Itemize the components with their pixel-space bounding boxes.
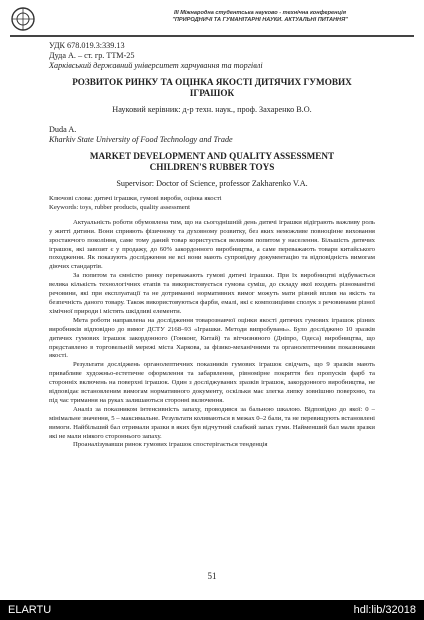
supervisor-ua: Науковий керівник: д-р техн. наук., проф. Захаренко В.О. (112, 105, 312, 114)
handle-identifier: hdl:lib/32018 (353, 604, 416, 616)
paragraph: Аналіз за показником інтенсивність запаху, проводився за бальною шкалою. Відповідно до якої: 0 – мінімальне значення, 5 – максимальне. Результати коливаються в межах 0–2 бали, та не перевищують встановлені вимоги. Найбільший бал отримали зразки в яких був відчутний слабкий запах гуми. Найменший бал мали зразки які не мали ніякого стороннього запаху. (49, 405, 375, 440)
conference-title-line2: "ПРИРОДНИЧІ ТА ГУМАНІТАРНІ НАУКИ. АКТУАЛЬНІ ПИТАННЯ" (172, 17, 348, 23)
title-en (49, 151, 375, 173)
title-ua (49, 77, 375, 99)
conference-title (110, 10, 410, 24)
conference-logo-icon (10, 6, 36, 32)
keywords-en: Keywords: toys, rubber products, quality assessment (49, 203, 190, 211)
title-ua-line1: РОЗВИТОК РИНКУ ТА ОЦІНКА ЯКОСТІ ДИТЯЧИХ ГУМОВИХ (72, 77, 352, 87)
affiliation-ua: Харківський державний університет харчування та торгівлі (49, 61, 263, 70)
conference-title-line1: ІІІ Міжнародна студентська науково - технічна конференція (173, 10, 347, 16)
supervisor-en: Supervisor: Doctor of Science, professor Zakharenko V.A. (116, 179, 308, 188)
conference-header (0, 2, 424, 36)
page-number: 51 (207, 571, 217, 581)
keywords-ua: Ключові слова: дитячі іграшки, гумові вироби, оцінка якості (49, 195, 222, 202)
header-rule (10, 35, 414, 37)
paragraph: Актуальність роботи обумовлена тим, що на сьогоднішній день дитячі іграшки відіграють важливу роль у житті дитини. Вони сприяють фізичному та духовному розвитку, без яких неможливе повноцінне виховання зростаючого покоління, саме тому даний товар користується великим попитом у населення. Більшість дитячих іграшок, які завозят є у продажу, до 60% закордонного виробництва, а саме переважають товари китайського походження. Як показують дослідження не всі вони мають супровідну документацію та відповідність вимогам діючих стандартів. (49, 218, 375, 271)
udc-code: УДК 678.019.3:339.13 (49, 41, 125, 50)
author-ua: Дуда А. – ст. гр. ТТМ-25 (49, 51, 135, 60)
paragraph: Результати досліджень органолептичних показників гумових іграшок свідчать, що 9 зразків мають привабливе художньо-естетичне оформлення та забарвлення, рівномірне покриття без пропусків фарб та сторонніх включень на поверхні іграшок. Один з досліджуваних зразків іграшок, закордонного виробництва, не відповідає встановленим вимогам нормативного документу, оскільки має злегка липку зовнішню поверхню, та під час тримання на руках залишаються сторонні включення. (49, 361, 375, 404)
author-en: Duda A. (49, 125, 77, 134)
repository-footer (0, 600, 424, 620)
article-body (49, 41, 375, 450)
title-ua-line2: ІГРАШОК (189, 88, 235, 98)
affiliation-en: Kharkiv State University of Food Technology and Trade (49, 135, 233, 144)
repository-name: ELARTU (8, 604, 52, 616)
paragraph: За попитом та ємністю ринку переважають гумові дитячі іграшки. При їх виробництві відбувається велика кількість технологічних етапів та використовується гумова суміш, до складу якої входять різноманітні речовини, які при експлуатації та не дотриманні нормативних вимог можуть мати різний вплив на якість та безпечність даного товару. Також використовуються фарби, емалі, які є композиціями сполук з речовинами різної хімічної природи і містять шкідливі елементи. (49, 272, 375, 315)
paragraph: Мета роботи направлена на дослідження товарознавчої оцінки якості дитячих гумових іграшок різних виробників відповідно до вимог ДСТУ 2168–93 «Іграшки. Методи випробувань». Було досліджено 10 зразків дитячих гумових іграшок закордонного (Гонконг, Китай) та вітчизняного (Дніпро, Одеса) виробництва, що представлено в торговельній мережі міста Харкова, за фізико-механічними та органолептичними показниками якості. (49, 316, 375, 360)
title-en-line2: CHILDREN'S RUBBER TOYS (149, 162, 275, 172)
title-en-line1: MARKET DEVELOPMENT AND QUALITY ASSESSMENT (89, 151, 335, 161)
paragraph: Проаналізувавши ринок гумових іграшок спостерігається тенденція (73, 441, 268, 449)
